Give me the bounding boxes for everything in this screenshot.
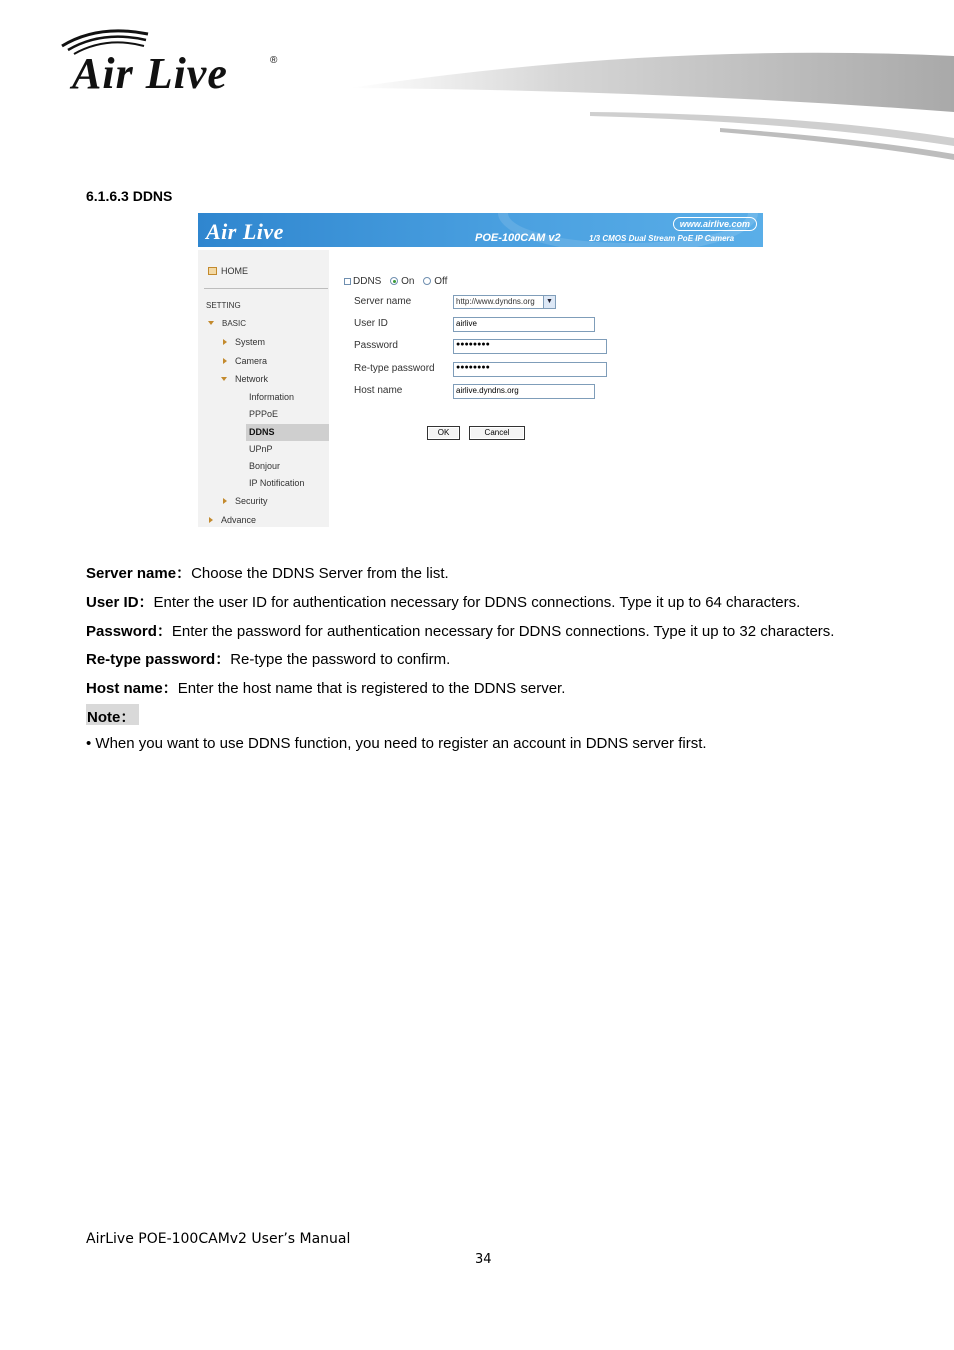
sidebar-item-ip-notification[interactable]: IP Notification — [249, 478, 305, 488]
chevron-down-icon[interactable]: ▼ — [543, 296, 555, 308]
password-field[interactable]: ●●●●●●●● — [453, 339, 607, 354]
ddns-form — [338, 273, 758, 523]
term-host-name: Host name： — [86, 680, 178, 697]
user-id-label: User ID — [354, 318, 388, 329]
sidebar-item-home[interactable]: HOME — [208, 266, 248, 276]
ddns-on-label: On — [401, 276, 415, 287]
ddns-label: DDNS — [353, 276, 382, 287]
text-user-id: Enter the user ID for authentication necessary for DDNS connections. Type it up to 64 characters. — [153, 594, 801, 611]
settings-sidebar — [198, 250, 329, 527]
term-user-id: User ID： — [86, 594, 154, 611]
sidebar-item-upnp[interactable]: UPnP — [249, 444, 273, 454]
sidebar-item-camera[interactable]: Camera — [223, 356, 267, 366]
expand-right-icon — [223, 498, 227, 504]
cancel-button[interactable]: Cancel — [469, 426, 525, 440]
header-swoosh-graphic — [340, 50, 954, 162]
description-user-id — [86, 591, 800, 612]
host-name-label: Host name — [354, 385, 403, 396]
home-icon — [208, 267, 217, 275]
description-password — [86, 620, 834, 641]
sidebar-item-information[interactable]: Information — [249, 392, 295, 402]
note-bullet: • When you want to use DDNS function, you need to register an account in DDNS server first. — [86, 735, 707, 752]
ddns-on-radio[interactable] — [390, 277, 398, 285]
expand-right-icon — [209, 517, 213, 523]
description-host-name — [86, 677, 565, 698]
text-retype-password: Re-type the password to confirm. — [230, 651, 451, 668]
term-retype-password: Re-type password： — [86, 651, 231, 668]
ok-button[interactable]: OK — [427, 426, 460, 440]
server-name-select[interactable] — [453, 295, 556, 309]
sidebar-heading-setting: SETTING — [206, 301, 241, 310]
term-server-name: Server name： — [86, 565, 192, 582]
retype-password-label: Re-type password — [354, 363, 435, 374]
banner-url-link[interactable]: www.airlive.com — [673, 217, 757, 231]
ddns-checkbox[interactable] — [344, 278, 351, 285]
sidebar-item-basic[interactable]: BASIC — [208, 319, 246, 328]
sidebar-item-bonjour[interactable]: Bonjour — [249, 461, 281, 471]
user-id-field[interactable]: airlive — [453, 317, 595, 332]
sidebar-item-pppoe[interactable]: PPPoE — [249, 409, 279, 419]
text-password: Enter the password for authentication necessary for DDNS connections. Type it up to 32 characters. — [171, 623, 835, 640]
airlive-logo — [58, 28, 288, 98]
ddns-off-label: Off — [434, 276, 448, 287]
description-server-name — [86, 562, 449, 583]
logo-registered-mark: ® — [270, 55, 278, 66]
banner-model: POE-100CAM v2 — [475, 232, 561, 244]
sidebar-item-ddns[interactable]: DDNS — [246, 424, 329, 441]
banner-logo: Air Live — [206, 219, 284, 244]
sidebar-item-network[interactable]: Network — [221, 374, 268, 384]
footer-manual-title: AirLive POE-100CAMv2 User’s Manual — [86, 1231, 351, 1247]
password-label: Password — [354, 340, 398, 351]
camera-web-banner — [198, 213, 763, 247]
sidebar-divider — [204, 288, 328, 289]
banner-description: 1/3 CMOS Dual Stream PoE IP Camera — [589, 234, 735, 243]
page-header — [0, 0, 954, 170]
footer-page-number: 34 — [475, 1252, 492, 1267]
note-label: Note： — [86, 704, 139, 725]
expand-down-icon — [221, 377, 227, 381]
server-name-value: http://www.dyndns.org — [456, 297, 535, 306]
logo-text: Air Live — [72, 49, 228, 98]
ddns-off-radio[interactable] — [423, 277, 431, 285]
host-name-field[interactable]: airlive.dyndns.org — [453, 384, 595, 399]
text-host-name: Enter the host name that is registered to the DDNS server. — [177, 680, 566, 697]
server-name-label: Server name — [354, 296, 412, 307]
sidebar-item-system[interactable]: System — [223, 337, 265, 347]
expand-down-icon — [208, 321, 214, 325]
ddns-toggle-row — [344, 276, 447, 287]
expand-right-icon — [223, 358, 227, 364]
expand-right-icon — [223, 339, 227, 345]
text-server-name: Choose the DDNS Server from the list. — [191, 565, 449, 582]
term-password: Password： — [86, 623, 172, 640]
sidebar-item-security[interactable]: Security — [223, 496, 268, 506]
description-retype-password — [86, 648, 450, 669]
retype-password-field[interactable]: ●●●●●●●● — [453, 362, 607, 377]
sidebar-item-advance[interactable]: Advance — [209, 515, 256, 525]
section-title: 6.1.6.3 DDNS — [86, 188, 173, 204]
ddns-settings-screenshot — [198, 213, 763, 527]
